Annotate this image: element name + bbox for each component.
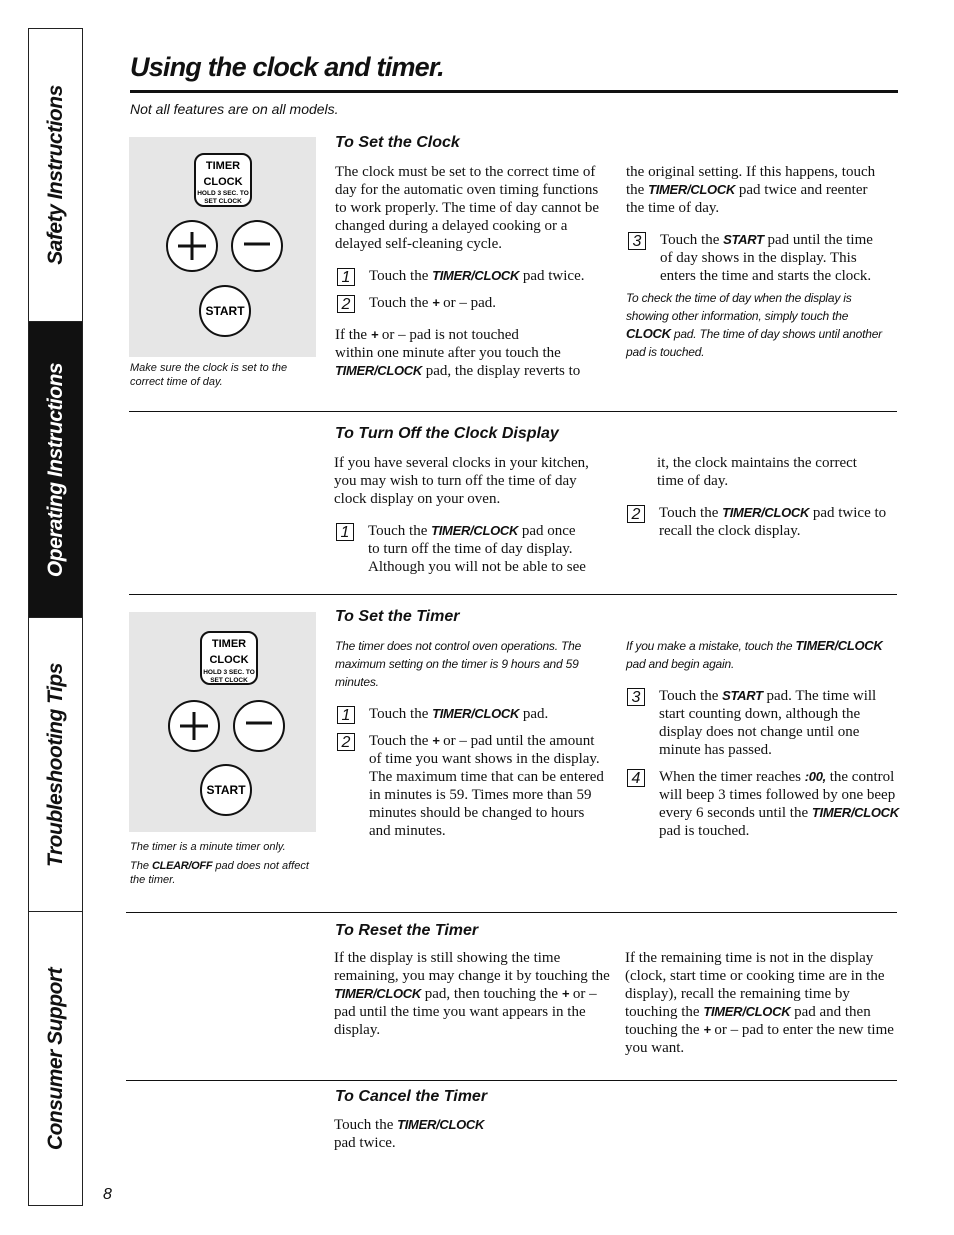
timer-key-line4: SET CLOCK	[210, 677, 248, 684]
tab-label: Safety Instructions	[43, 85, 67, 265]
clock-caption: Make sure the clock is set to the correct time of day.	[130, 362, 288, 388]
timer-caption-2: The CLEAR/OFF pad does not affect the timer.	[130, 860, 309, 886]
cancel-timer-text: Touch the TIMER/CLOCK pad twice.	[334, 1117, 485, 1151]
set-clock-intro: The clock must be set to the correct time of day for the automatic oven timing functions to work properly. The time of day cannot be changed during a delayed cooking or a delayed self-cleaning cycle.	[335, 164, 600, 252]
tab-safety-instructions[interactable]	[29, 29, 82, 322]
cancel-timer-title: To Cancel the Timer	[335, 1088, 488, 1105]
timer-key-line1: TIMER	[211, 638, 247, 650]
timer-key-line3: HOLD 3 SEC. TO	[203, 669, 255, 676]
minus-icon	[232, 221, 282, 271]
reset-timer-left: If the display is still showing the time remaining, you may change it by touching the TIMER/CLOCK pad, then touching the + or – pad until the time you want appears in the display.	[334, 950, 610, 1038]
tab-label: Operating Instructions	[43, 362, 67, 577]
plus-icon	[167, 221, 217, 271]
minus-icon	[234, 701, 284, 751]
timer-key-line4: SET CLOCK	[204, 198, 242, 205]
start-key-label: START	[205, 304, 245, 318]
page-number: 8	[103, 1186, 112, 1203]
reset-timer-title: To Reset the Timer	[335, 922, 479, 939]
timer-key-line2: CLOCK	[209, 654, 249, 666]
timer-key-line1: TIMER	[205, 160, 241, 172]
title-rule	[130, 90, 898, 93]
tab-operating-instructions[interactable]	[29, 322, 82, 618]
set-clock-title: To Set the Clock	[335, 134, 460, 151]
timer-caption-1: The timer is a minute timer only.	[130, 841, 286, 853]
set-clock-continued: the original setting. If this happens, touch the TIMER/CLOCK pad twice and reenter the time of day.	[626, 164, 876, 216]
tab-consumer-support[interactable]	[29, 912, 82, 1205]
section-divider	[129, 411, 897, 412]
section-divider	[126, 1080, 897, 1081]
page-title: Using the clock and timer.	[130, 52, 444, 82]
control-pad-graphic	[129, 612, 316, 832]
timer-key-line2: CLOCK	[203, 176, 243, 188]
set-timer-note: The timer does not control oven operations. The maximum setting on the timer is 9 hours and 59 minutes.	[335, 639, 582, 689]
reset-timer-right: If the remaining time is not in the display (clock, start time or cooking time are in the display), recall the remaining time by touching the TIMER/CLOCK pad and then touching the + or – pad to enter the new time you want.	[625, 950, 894, 1056]
control-pad-graphic	[129, 137, 316, 357]
turn-off-title: To Turn Off the Clock Display	[335, 425, 559, 442]
set-timer-mistake-note: If you make a mistake, touch the TIMER/CLOCK pad and begin again.	[626, 638, 883, 671]
control-panel-illustration	[129, 612, 316, 832]
timer-key-line3: HOLD 3 SEC. TO	[197, 190, 249, 197]
tab-label: Consumer Support	[43, 967, 67, 1150]
tab-troubleshooting-tips[interactable]	[29, 618, 82, 912]
section-divider	[129, 594, 897, 595]
start-key-label: START	[206, 783, 246, 797]
side-tabs	[28, 28, 83, 1206]
plus-icon	[169, 701, 219, 751]
section-divider	[126, 912, 897, 913]
turn-off-continued: it, the clock maintains the correct time of day.	[657, 455, 857, 489]
set-clock-tip: To check the time of day when the display is showing other information, simply touch the CLOCK pad. The time of day shows until another pad is touched.	[626, 291, 882, 359]
control-panel-illustration	[129, 137, 316, 357]
set-timer-title: To Set the Timer	[335, 608, 460, 625]
tab-label: Troubleshooting Tips	[43, 662, 67, 867]
models-note: Not all features are on all models.	[130, 101, 339, 117]
set-clock-timeout-text: If the + or – pad is not touched within one minute after you touch the TIMER/CLOCK pad, the display reverts to	[335, 327, 581, 379]
turn-off-intro: If you have several clocks in your kitchen, you may wish to turn off the time of day clock display on your oven.	[334, 455, 589, 507]
